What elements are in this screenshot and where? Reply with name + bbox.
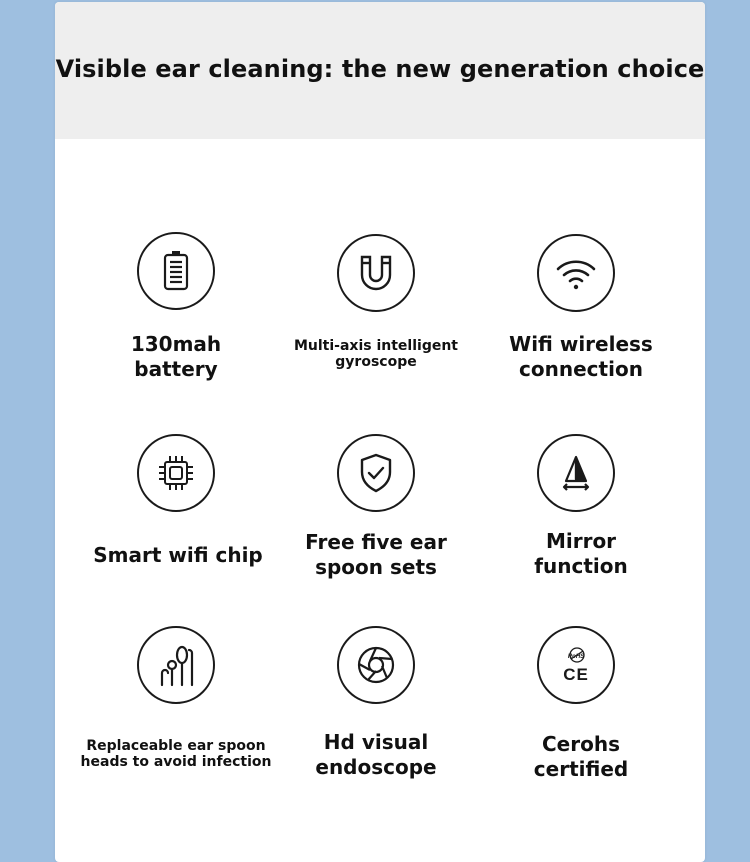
chip-icon — [137, 434, 215, 512]
wifi-icon — [537, 234, 615, 312]
feature-card — [55, 2, 705, 862]
feature-label: Free five ear spoon sets — [305, 530, 447, 579]
mirror-icon — [537, 434, 615, 512]
rohs-mark: RoHS — [567, 654, 585, 660]
shield-check-icon — [337, 434, 415, 512]
camera-lens-icon — [337, 626, 415, 704]
feature-label: Cerohs certified — [533, 732, 629, 781]
feature-label: Multi-axis intelligent gyroscope — [293, 338, 458, 370]
feature-label: 130mah battery — [130, 332, 222, 381]
ear-spoon-icon — [137, 626, 215, 704]
ce-mark: CE — [563, 665, 589, 684]
feature-label: Smart wifi chip — [93, 543, 263, 567]
feature-label: Replaceable ear spoon heads to avoid infection — [80, 738, 272, 770]
magnet-icon — [337, 234, 415, 312]
battery-icon — [137, 232, 215, 310]
page-title: Visible ear cleaning: the new generation choice — [55, 54, 705, 83]
feature-label: Hd visual endoscope — [315, 730, 437, 779]
feature-label: Mirror function — [534, 529, 628, 578]
header-banner — [55, 2, 705, 139]
feature-label: Wifi wireless connection — [509, 332, 653, 381]
ce-rohs-icon — [537, 626, 615, 704]
